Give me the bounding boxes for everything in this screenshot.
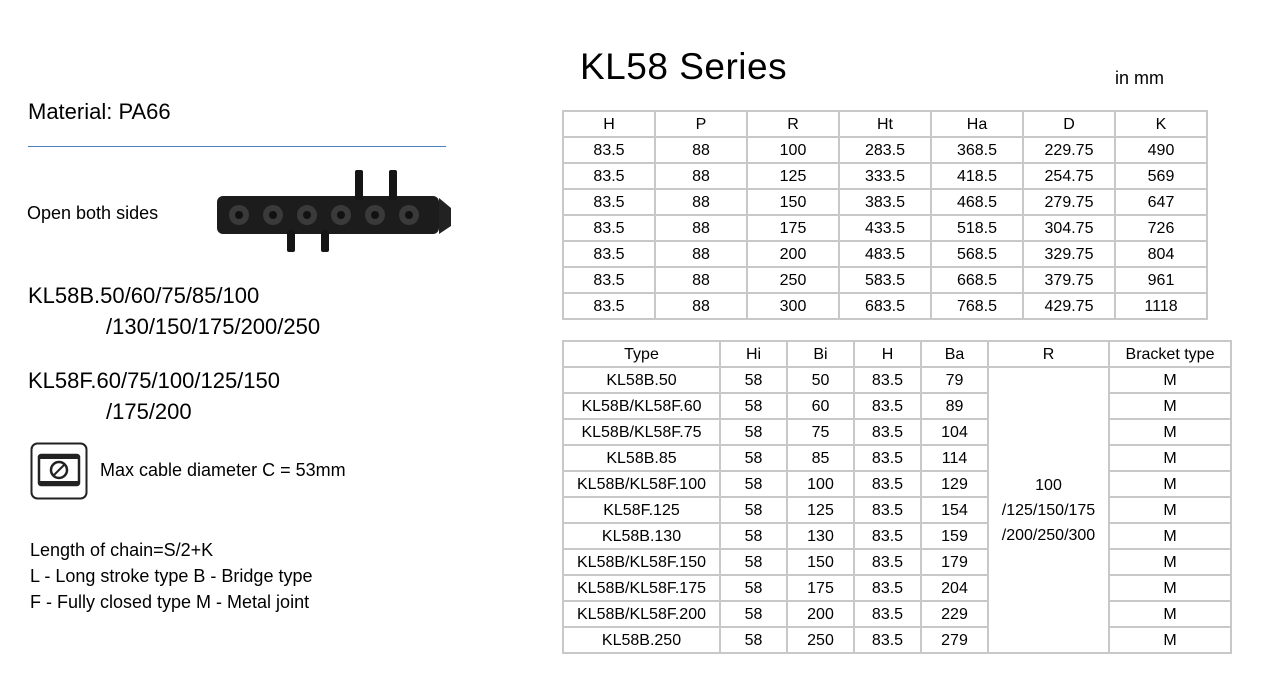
table-cell: 200 — [787, 601, 854, 627]
column-header: Ha — [931, 111, 1023, 137]
table-cell: 683.5 — [839, 293, 931, 319]
column-header: Bracket type — [1109, 341, 1231, 367]
table-cell: 88 — [655, 189, 747, 215]
table-cell: KL58B.250 — [563, 627, 720, 653]
divider — [28, 146, 446, 147]
column-header: K — [1115, 111, 1207, 137]
bracket-type-cell: M — [1109, 549, 1231, 575]
table-cell: 60 — [787, 393, 854, 419]
table-cell: 83.5 — [854, 471, 921, 497]
table-cell: 83.5 — [563, 137, 655, 163]
table-row — [563, 549, 1231, 575]
table-cell: 204 — [921, 575, 988, 601]
table-cell: 83.5 — [854, 575, 921, 601]
bracket-type-cell: M — [1109, 445, 1231, 471]
table-cell: 418.5 — [931, 163, 1023, 189]
table-cell: 329.75 — [1023, 241, 1115, 267]
r-range-line: 100 — [1035, 476, 1062, 494]
table-cell: 568.5 — [931, 241, 1023, 267]
column-header: H — [563, 111, 655, 137]
table-cell: 114 — [921, 445, 988, 471]
table-row — [563, 241, 1207, 267]
table-cell: 83.5 — [563, 163, 655, 189]
table-header-row — [563, 341, 1231, 367]
cable-chain-product-image — [213, 168, 453, 254]
table-cell: 58 — [720, 419, 787, 445]
bracket-type-cell: M — [1109, 471, 1231, 497]
table-cell: 88 — [655, 293, 747, 319]
table-cell: 490 — [1115, 137, 1207, 163]
open-type-label: Open both sides — [27, 203, 159, 223]
table-cell: 279 — [921, 627, 988, 653]
table-row — [563, 215, 1207, 241]
column-header: Type — [563, 341, 720, 367]
note-length: Length of chain=S/2+K — [30, 540, 214, 560]
r-range-line: /200/250/300 — [1001, 526, 1096, 544]
table-cell: 88 — [655, 267, 747, 293]
table-cell: KL58B/KL58F.175 — [563, 575, 720, 601]
table-cell: KL58B/KL58F.75 — [563, 419, 720, 445]
table-cell: 668.5 — [931, 267, 1023, 293]
table-cell: 83.5 — [854, 523, 921, 549]
bracket-type-cell: M — [1109, 367, 1231, 393]
r-range-line: /125/150/175 — [1001, 501, 1096, 519]
table-cell: 1118 — [1115, 293, 1207, 319]
table-row — [563, 471, 1231, 497]
table-cell: 200 — [747, 241, 839, 267]
table-row — [563, 445, 1231, 471]
table-cell: KL58B/KL58F.100 — [563, 471, 720, 497]
column-header: R — [747, 111, 839, 137]
table-cell: 433.5 — [839, 215, 931, 241]
bracket-type-cell: M — [1109, 601, 1231, 627]
column-header: P — [655, 111, 747, 137]
table-cell: 768.5 — [931, 293, 1023, 319]
table-cell: KL58F.125 — [563, 497, 720, 523]
table-cell: 150 — [747, 189, 839, 215]
table-cell: 130 — [787, 523, 854, 549]
table-cell: KL58B/KL58F.60 — [563, 393, 720, 419]
table-cell: 250 — [747, 267, 839, 293]
page-title: KL58 Series — [580, 46, 788, 87]
table-cell: 429.75 — [1023, 293, 1115, 319]
table-cell: KL58B.85 — [563, 445, 720, 471]
table-cell: 175 — [747, 215, 839, 241]
table-cell: 100 — [787, 471, 854, 497]
table-cell: 83.5 — [854, 445, 921, 471]
table-cell: 368.5 — [931, 137, 1023, 163]
table-cell: 83.5 — [854, 549, 921, 575]
bracket-type-cell: M — [1109, 523, 1231, 549]
table-cell: 333.5 — [839, 163, 931, 189]
table-cell: 254.75 — [1023, 163, 1115, 189]
table-cell: 58 — [720, 575, 787, 601]
bracket-type-cell: M — [1109, 497, 1231, 523]
table-cell: 83.5 — [563, 267, 655, 293]
table-cell: 85 — [787, 445, 854, 471]
table-cell: 383.5 — [839, 189, 931, 215]
table-cell: 179 — [921, 549, 988, 575]
table-cell: 304.75 — [1023, 215, 1115, 241]
table-row — [563, 367, 1231, 393]
unit-label: in mm — [1115, 68, 1164, 88]
table-cell: 154 — [921, 497, 988, 523]
table-cell: 804 — [1115, 241, 1207, 267]
table-cell: 50 — [787, 367, 854, 393]
model-b-line2: /130/150/175/200/250 — [106, 314, 321, 339]
table-cell: 58 — [720, 627, 787, 653]
table-cell: 583.5 — [839, 267, 931, 293]
table-row — [563, 293, 1207, 319]
table-row — [563, 393, 1231, 419]
table-cell: 483.5 — [839, 241, 931, 267]
table-cell: 89 — [921, 393, 988, 419]
table-cell: 250 — [787, 627, 854, 653]
r-range-cell — [988, 367, 1109, 653]
table-cell: 100 — [747, 137, 839, 163]
table-cell: KL58B/KL58F.150 — [563, 549, 720, 575]
table-cell: 125 — [747, 163, 839, 189]
table-cell: 58 — [720, 497, 787, 523]
table-cell: 58 — [720, 393, 787, 419]
table-cell: 129 — [921, 471, 988, 497]
table-row — [563, 267, 1207, 293]
table-cell: 647 — [1115, 189, 1207, 215]
table-cell: 175 — [787, 575, 854, 601]
bracket-type-cell: M — [1109, 393, 1231, 419]
column-header: Bi — [787, 341, 854, 367]
table-cell: KL58B/KL58F.200 — [563, 601, 720, 627]
table-cell: 88 — [655, 241, 747, 267]
table-cell: 58 — [720, 549, 787, 575]
table-cell: 83.5 — [854, 367, 921, 393]
table-cell: 58 — [720, 445, 787, 471]
table-cell: 468.5 — [931, 189, 1023, 215]
model-f-line2: /175/200 — [106, 399, 192, 424]
table-cell: 125 — [787, 497, 854, 523]
table-cell: 229.75 — [1023, 137, 1115, 163]
table-row — [563, 137, 1207, 163]
table-cell: 379.75 — [1023, 267, 1115, 293]
table-cell: 58 — [720, 471, 787, 497]
table-cell: KL58B.130 — [563, 523, 720, 549]
table-cell: 279.75 — [1023, 189, 1115, 215]
dimension-table — [562, 110, 1208, 320]
table-cell: 726 — [1115, 215, 1207, 241]
table-row — [563, 419, 1231, 445]
bracket-type-cell: M — [1109, 627, 1231, 653]
table-cell: 58 — [720, 601, 787, 627]
model-b-line1: KL58B.50/60/75/85/100 — [28, 283, 260, 308]
material-label: Material: PA66 — [28, 99, 171, 124]
table-cell: KL58B.50 — [563, 367, 720, 393]
table-cell: 75 — [787, 419, 854, 445]
table-row — [563, 575, 1231, 601]
column-header: Ht — [839, 111, 931, 137]
table-header-row — [563, 111, 1207, 137]
table-cell: 88 — [655, 215, 747, 241]
table-row — [563, 163, 1207, 189]
column-header: D — [1023, 111, 1115, 137]
table-cell: 150 — [787, 549, 854, 575]
max-cable-diameter: Max cable diameter C = 53mm — [100, 460, 346, 480]
table-cell: 229 — [921, 601, 988, 627]
bracket-type-cell: M — [1109, 419, 1231, 445]
table-cell: 961 — [1115, 267, 1207, 293]
type-table — [562, 340, 1232, 654]
table-row — [563, 189, 1207, 215]
cable-cross-section-icon — [30, 442, 88, 500]
note-types-1: L - Long stroke type B - Bridge type — [30, 566, 313, 586]
table-cell: 58 — [720, 367, 787, 393]
table-cell: 83.5 — [563, 241, 655, 267]
table-cell: 300 — [747, 293, 839, 319]
note-types-2: F - Fully closed type M - Metal joint — [30, 592, 310, 612]
table-cell: 83.5 — [563, 293, 655, 319]
column-header: Ba — [921, 341, 988, 367]
table-cell: 83.5 — [854, 419, 921, 445]
model-f-line1: KL58F.60/75/100/125/150 — [28, 368, 281, 393]
column-header: Hi — [720, 341, 787, 367]
table-cell: 83.5 — [854, 601, 921, 627]
table-cell: 569 — [1115, 163, 1207, 189]
table-cell: 104 — [921, 419, 988, 445]
table-row — [563, 601, 1231, 627]
table-cell: 518.5 — [931, 215, 1023, 241]
table-cell: 58 — [720, 523, 787, 549]
table-cell: 83.5 — [854, 393, 921, 419]
table-row — [563, 523, 1231, 549]
column-header: H — [854, 341, 921, 367]
table-cell: 88 — [655, 137, 747, 163]
column-header: R — [988, 341, 1109, 367]
table-row — [563, 627, 1231, 653]
table-cell: 83.5 — [563, 215, 655, 241]
table-cell: 83.5 — [854, 627, 921, 653]
table-cell: 83.5 — [563, 189, 655, 215]
table-cell: 83.5 — [854, 497, 921, 523]
table-cell: 159 — [921, 523, 988, 549]
table-row — [563, 497, 1231, 523]
bracket-type-cell: M — [1109, 575, 1231, 601]
table-cell: 88 — [655, 163, 747, 189]
table-cell: 283.5 — [839, 137, 931, 163]
table-cell: 79 — [921, 367, 988, 393]
